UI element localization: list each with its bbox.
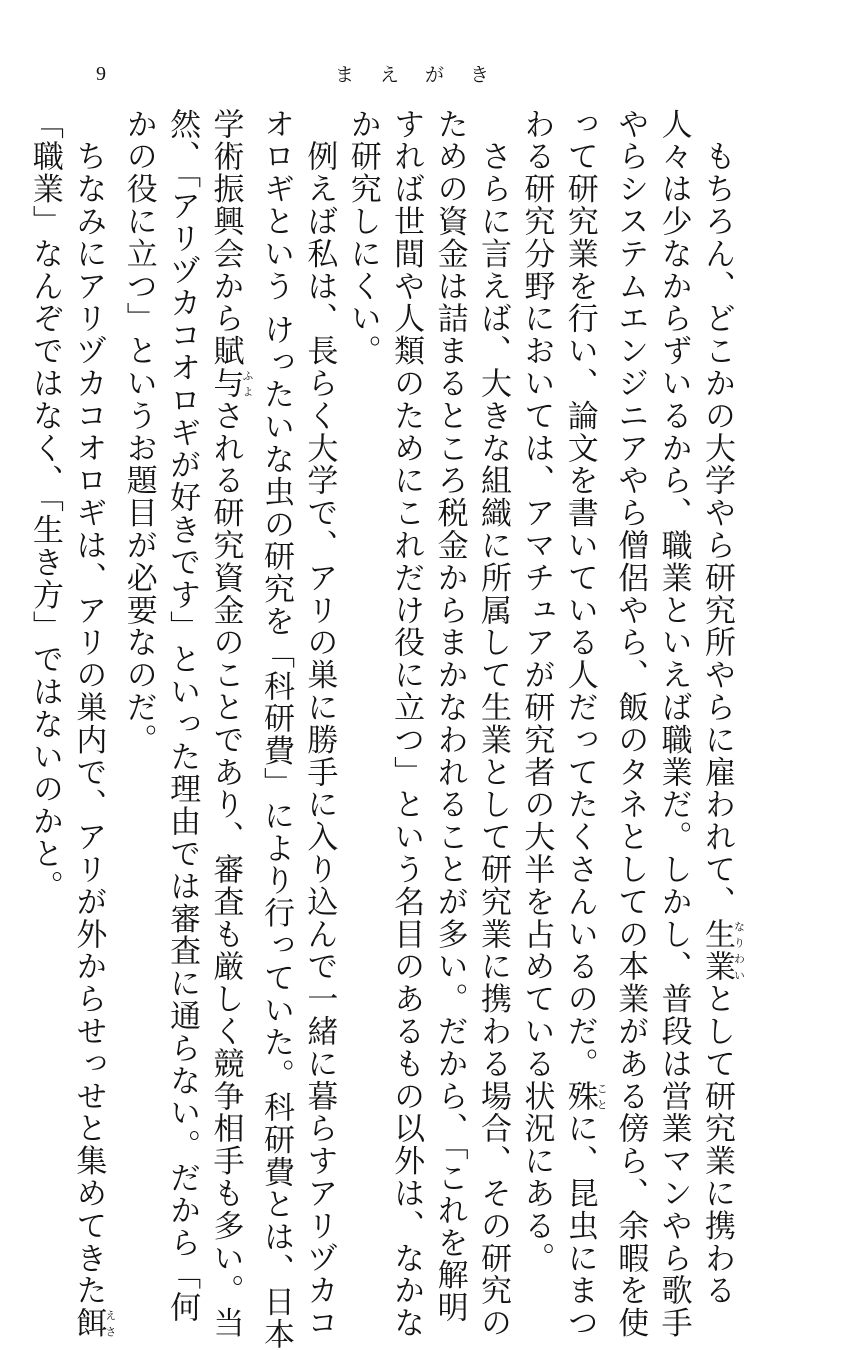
ruby-word: 殊こと	[561, 1080, 609, 1113]
text-line: もちろん、どこかの大学やら研究所やらに雇われて、生業なりわいとして研究業に携わる	[699, 108, 746, 1307]
text-line: 人々は少なからずいるから、職業といえば職業だ。しかし、普段は営業マンやら歌手	[655, 108, 692, 1340]
text-line: わる研究分野においては、アマチュアが研究者の大半を占めている状況にある。	[518, 108, 555, 1275]
ruby-word: 餌えさ	[70, 1306, 117, 1340]
text-line: 「職業」なんぞではなく、「生き方」ではないのかと。	[26, 108, 63, 903]
text-line: さらに言えば、大きな組織に所属して生業として研究業に携わる場合、その研究の	[474, 108, 511, 1340]
running-title: まえがき	[334, 64, 515, 86]
text-line: オロギという けったいな虫の研究を「科研費」により行っていた。科研費とは、日本	[257, 108, 294, 1350]
body-text	[23, 108, 746, 1350]
text-line: ちなみにアリヅカコオロギは、アリの巣内で、アリが外からせっせと集めてきた餌えさ	[70, 108, 117, 1340]
text-line: 学術振興会から賦与ふよされる研究資金のことであり、審査も厳しく競争相手も多い。当	[207, 108, 255, 1340]
ruby-word: 与ふよ	[207, 367, 255, 400]
text-line: って研究業を行い、論文を書いている人だってたくさんいるのだ。殊ことに、昆虫にまつ	[561, 108, 609, 1340]
text-line: 例えば私は、長らく大学で、アリの巣に勝手に入り込んで一緒に暮らすアリヅカコ	[301, 108, 338, 1340]
page-number: 9	[96, 63, 106, 85]
text-line: やらシステムエンジニアやら僧侶やら、飯のタネとしての本業がある傍ら、余暇を使	[612, 108, 649, 1340]
text-line: か研究しにくい。	[344, 108, 381, 368]
text-line: すれば世間や人類のためにこれだけ役に立つ」という名目のあるもの以外は、なかな	[388, 108, 425, 1340]
text-line: ための資金は詰まるところ税金からまかなわれることが多い。だから、「これを解明	[431, 108, 468, 1324]
text-line: かの役に立つ」というお題目が必要なのだ。	[120, 108, 157, 756]
ruby-word: 生業なりわい	[699, 918, 746, 983]
text-line: 然、「アリヅカコオロギが好きです」といった理由では審査に通らない。だから「何	[164, 108, 201, 1324]
